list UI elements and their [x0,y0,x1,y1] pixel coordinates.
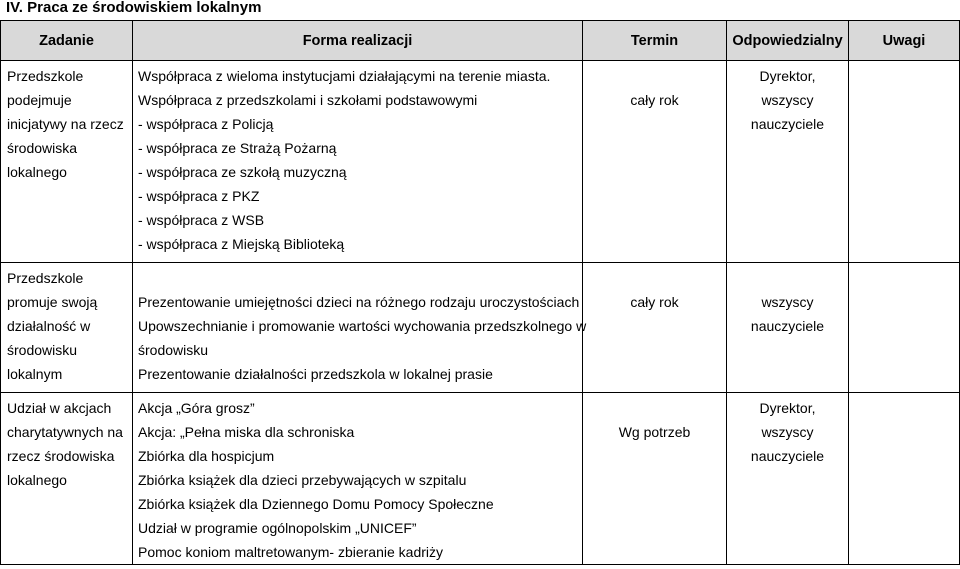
cell-line: nauczyciele [750,116,825,132]
cell-uwagi [849,263,960,393]
cell-odpowiedzialny [727,393,849,565]
cell-line [583,64,726,88]
cell-line: - współpraca z WSB [138,212,265,228]
cell-line: Akcja „Góra grosz” [138,400,255,416]
cell-line: Dyrektor, [759,68,816,84]
cell-line: - współpraca ze Strażą Pożarną [138,140,337,156]
cell-line: - współpraca z PKZ [138,188,260,204]
cell-line: środowiska [7,140,78,156]
table-row [1,393,960,565]
cell-line: lokalnego [7,472,67,488]
cell-line: nauczyciele [750,448,825,464]
cell-odpowiedzialny [727,263,849,393]
cell-line: Wg potrzeb [618,424,691,440]
cell-line: cały rok [630,294,679,310]
cell-forma [133,61,583,263]
cell-line: działalność w [7,318,91,334]
cell-termin [583,61,727,263]
cell-line: Udział w akcjach [7,400,112,416]
header-uwagi: Uwagi [849,21,960,61]
cell-line: Prezentowanie umiejętności dzieci na różnego rodzaju uroczystościach [138,294,580,310]
cell-line: rzecz środowiska [7,448,115,464]
cell-line: lokalnym [7,366,63,382]
cell-zadanie [1,61,133,263]
cell-line: środowisku [138,342,209,358]
cell-line: Współpraca z przedszkolami i szkołami podstawowymi [138,92,478,108]
cell-line: Zbiórka książek dla dzieci przebywających w szpitalu [138,472,467,488]
cell-line: podejmuje [7,92,72,108]
cell-line: Przedszkole [7,270,84,286]
cell-line: promuje swoją [7,294,98,310]
cell-termin [583,393,727,565]
cell-line: - współpraca z Policją [138,116,274,132]
cell-line: Współpraca z wieloma instytucjami działającymi na terenie miasta. [138,68,551,84]
cell-line: - współpraca z Miejską Biblioteką [138,236,345,252]
cell-uwagi [849,61,960,263]
cell-line [583,396,726,420]
cell-line [727,266,848,290]
cell-line: lokalnego [7,164,67,180]
cell-line: - współpraca ze szkołą muzyczną [138,164,347,180]
cell-line: wszyscy [761,424,814,440]
header-row [1,21,960,61]
cell-line: charytatywnych na [7,424,123,440]
cell-line: środowisku [7,342,78,358]
cell-line: Zbiórka książek dla Dziennego Domu Pomocy Społeczne [138,496,494,512]
table-row [1,263,960,393]
section-title: IV. Praca ze środowiskiem lokalnym [6,0,262,16]
cell-line: Pomoc koniom maltretowanym- zbieranie kadriży [138,544,443,560]
cell-zadanie [1,263,133,393]
cell-uwagi [849,393,960,565]
table-row [1,61,960,263]
cell-line: Upowszechnianie i promowanie wartości wychowania przedszkolnego w [138,318,587,334]
cell-line: Prezentowanie działalności przedszkola w lokalnej prasie [138,366,493,382]
cell-forma [133,263,587,393]
cell-odpowiedzialny [727,61,849,263]
cell-zadanie [1,393,133,565]
header-odpowiedzialny: Odpowiedzialny [727,21,849,61]
cell-line [583,266,726,290]
plan-table [0,20,960,565]
cell-line: wszyscy [761,294,814,310]
cell-line [138,266,582,290]
cell-line: nauczyciele [750,318,825,334]
cell-forma [133,393,583,565]
cell-line: Przedszkole [7,68,84,84]
cell-line: Udział w programie ogólnopolskim „UNICEF” [138,520,417,536]
cell-termin [583,263,727,393]
cell-line: Dyrektor, [759,400,816,416]
cell-line: inicjatywy na rzecz [7,116,124,132]
cell-line: Akcja: „Pełna miska dla schroniska [138,424,355,440]
header-forma: Forma realizacji [133,21,583,61]
cell-line: wszyscy [761,92,814,108]
header-termin: Termin [583,21,727,61]
cell-line: cały rok [630,92,679,108]
header-zadanie: Zadanie [1,21,133,61]
cell-line: Zbiórka dla hospicjum [138,448,275,464]
